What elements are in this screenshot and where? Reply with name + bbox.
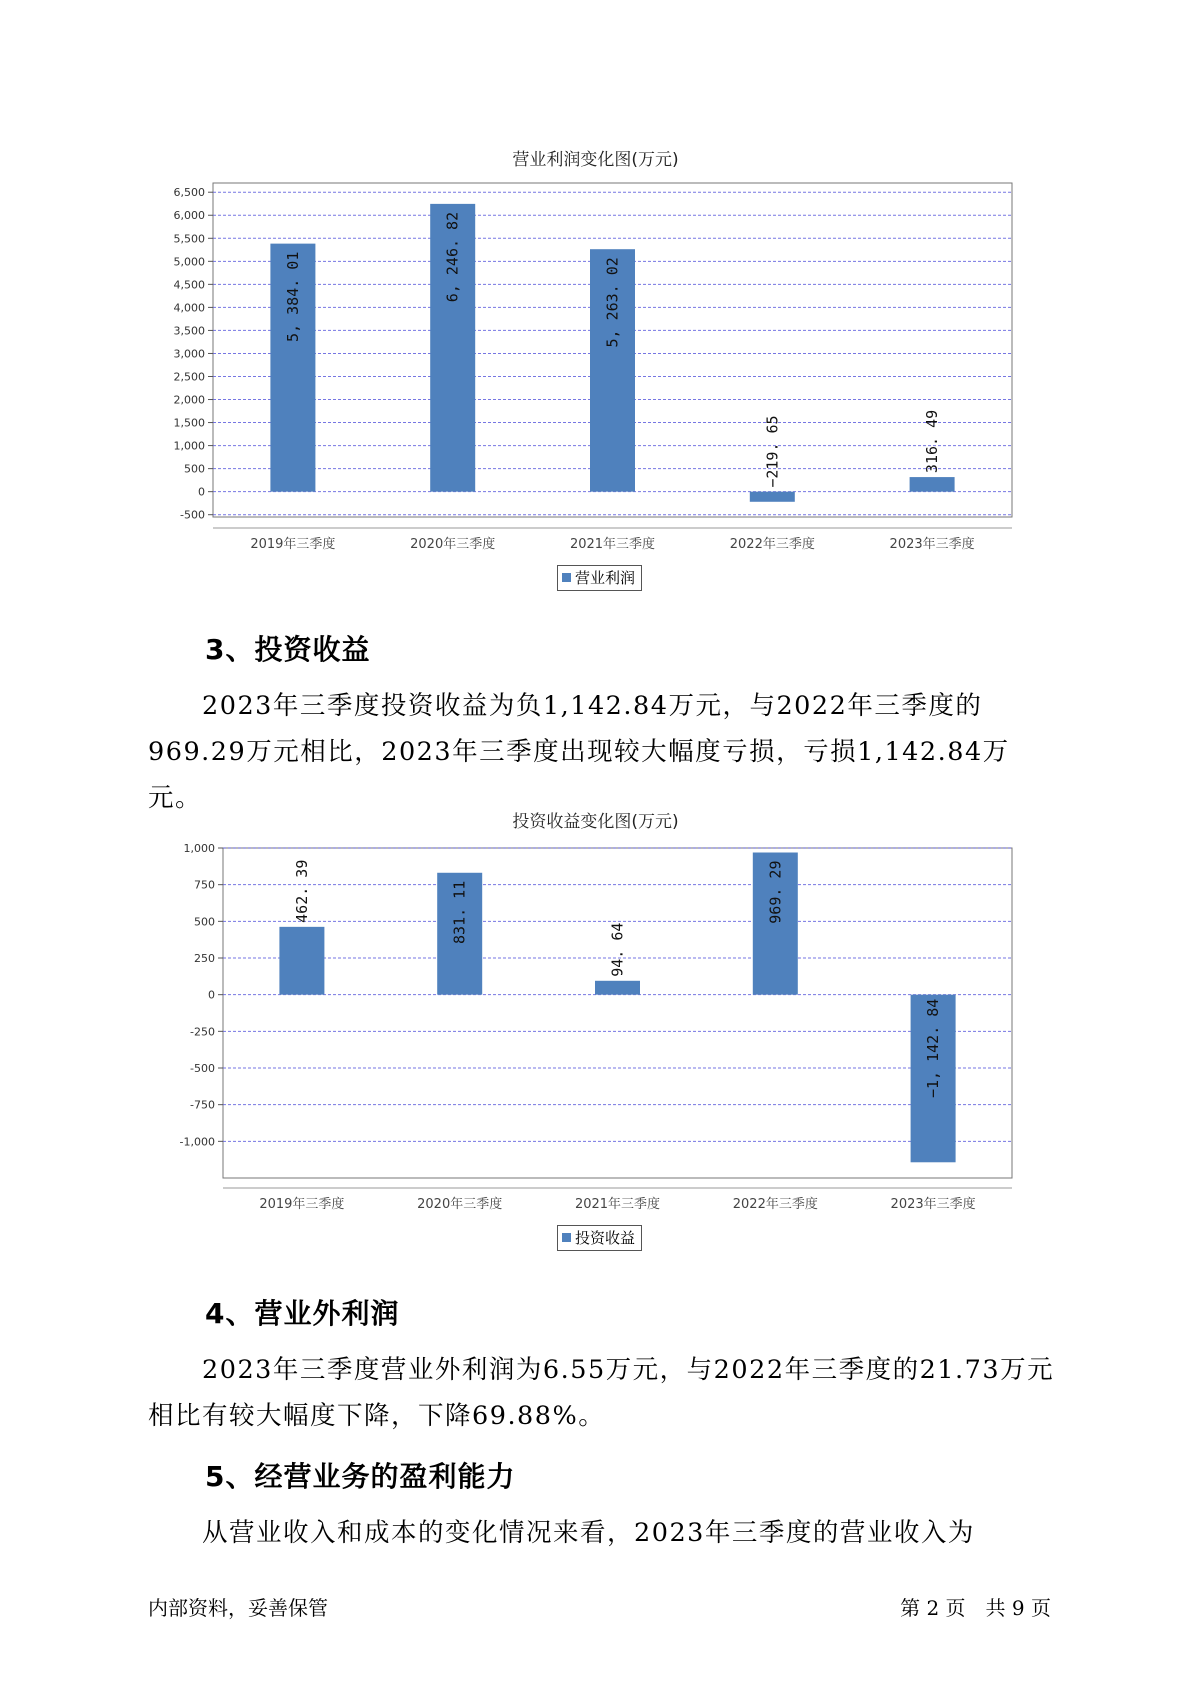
- bar-value-label: −1, 142. 84: [924, 998, 943, 1099]
- legend-label: 投资收益: [575, 1229, 636, 1247]
- x-tick-label: 2020年三季度: [410, 537, 496, 552]
- y-tick-label: 4,500: [173, 278, 205, 292]
- y-tick-label: 500: [194, 915, 215, 929]
- chart-2-title: 投资收益变化图(万元): [512, 812, 679, 832]
- bar-value-label: −219. 65: [763, 415, 782, 488]
- y-tick-label: 4,000: [173, 301, 205, 315]
- y-tick-label: 1,000: [183, 842, 215, 855]
- y-tick-label: 2,500: [173, 370, 205, 384]
- x-tick-label: 2021年三季度: [574, 1197, 661, 1212]
- y-tick-label: -750: [190, 1098, 215, 1112]
- y-tick-label: 3,000: [173, 347, 205, 361]
- y-tick-label: 5,000: [173, 255, 205, 269]
- y-tick-label: -500: [190, 1062, 215, 1075]
- y-tick-label: 3,500: [173, 324, 205, 338]
- x-tick-label: 2023年三季度: [889, 537, 975, 552]
- bar-value-label: 6, 246. 82: [443, 211, 462, 303]
- y-tick-label: 500: [184, 462, 205, 476]
- bar-value-label: 5, 384. 01: [283, 251, 302, 342]
- y-tick-label: 2,000: [173, 393, 205, 407]
- x-tick-label: 2019年三季度: [259, 1197, 345, 1212]
- bar-value-label: 462. 39: [292, 859, 311, 923]
- section-4-heading: 4、营业外利润: [205, 1297, 400, 1330]
- y-tick-label: 5,500: [173, 232, 205, 246]
- x-tick-label: 2019年三季度: [250, 537, 336, 552]
- legend-swatch: [562, 1233, 571, 1242]
- y-tick-label: 6,500: [173, 186, 205, 200]
- x-tick-label: 2022年三季度: [729, 537, 815, 552]
- bar: [910, 477, 955, 492]
- y-tick-label: 0: [208, 988, 215, 1002]
- x-tick-label: 2020年三季度: [417, 1197, 503, 1212]
- section-5-paragraph: 从营业收入和成本的变化情况来看，2023年三季度的营业收入为: [202, 1518, 975, 1548]
- y-tick-label: 1,500: [173, 416, 205, 430]
- y-tick-label: 250: [194, 952, 215, 965]
- chart-1-title: 营业利润变化图(万元): [512, 150, 679, 170]
- section-3-paragraph: 2023年三季度投资收益为负1,142.84万元，与2022年三季度的969.29万元相比，2023年三季度出现较大幅度亏损，亏损1,142.84万元。: [148, 691, 1010, 813]
- legend-label: 营业利润: [575, 569, 636, 587]
- x-tick-label: 2021年三季度: [569, 537, 656, 552]
- plot-area: [223, 848, 1012, 1178]
- operating-profit-chart: [0, 170, 1191, 552]
- chart-2-legend: [557, 1225, 642, 1251]
- investment-income-chart: [0, 830, 1191, 1212]
- bar-value-label: 5, 263. 02: [603, 257, 622, 348]
- x-tick-label: 2022年三季度: [732, 1197, 818, 1212]
- x-tick-label: 2023年三季度: [890, 1197, 976, 1212]
- section-5-heading: 5、经营业务的盈利能力: [205, 1460, 516, 1493]
- y-tick-label: -250: [190, 1025, 215, 1039]
- bar: [750, 492, 795, 502]
- y-tick-label: -1,000: [179, 1135, 215, 1149]
- section-3-heading: 3、投资收益: [205, 633, 371, 666]
- bar-value-label: 831. 11: [450, 880, 469, 944]
- bar: [279, 927, 324, 995]
- legend-swatch: [562, 573, 571, 582]
- bar: [595, 981, 640, 995]
- section-4-paragraph: 2023年三季度营业外利润为6.55万元，与2022年三季度的21.73万元相比有较大幅度下降，下降69.88%。: [148, 1355, 1055, 1431]
- y-tick-label: -500: [180, 508, 205, 522]
- y-tick-label: 750: [194, 878, 215, 892]
- y-tick-label: 0: [198, 485, 205, 499]
- y-tick-label: 1,000: [173, 439, 205, 453]
- bar-value-label: 94. 64: [608, 922, 627, 977]
- chart-1-legend: [557, 565, 642, 591]
- bar-value-label: 969. 29: [766, 860, 785, 924]
- y-tick-label: 6,000: [173, 209, 205, 223]
- bar-value-label: 316. 49: [923, 409, 942, 474]
- footer-left: 内部资料，妥善保管: [148, 1596, 328, 1620]
- footer-page-number: 第 2 页 共 9 页: [900, 1596, 1051, 1620]
